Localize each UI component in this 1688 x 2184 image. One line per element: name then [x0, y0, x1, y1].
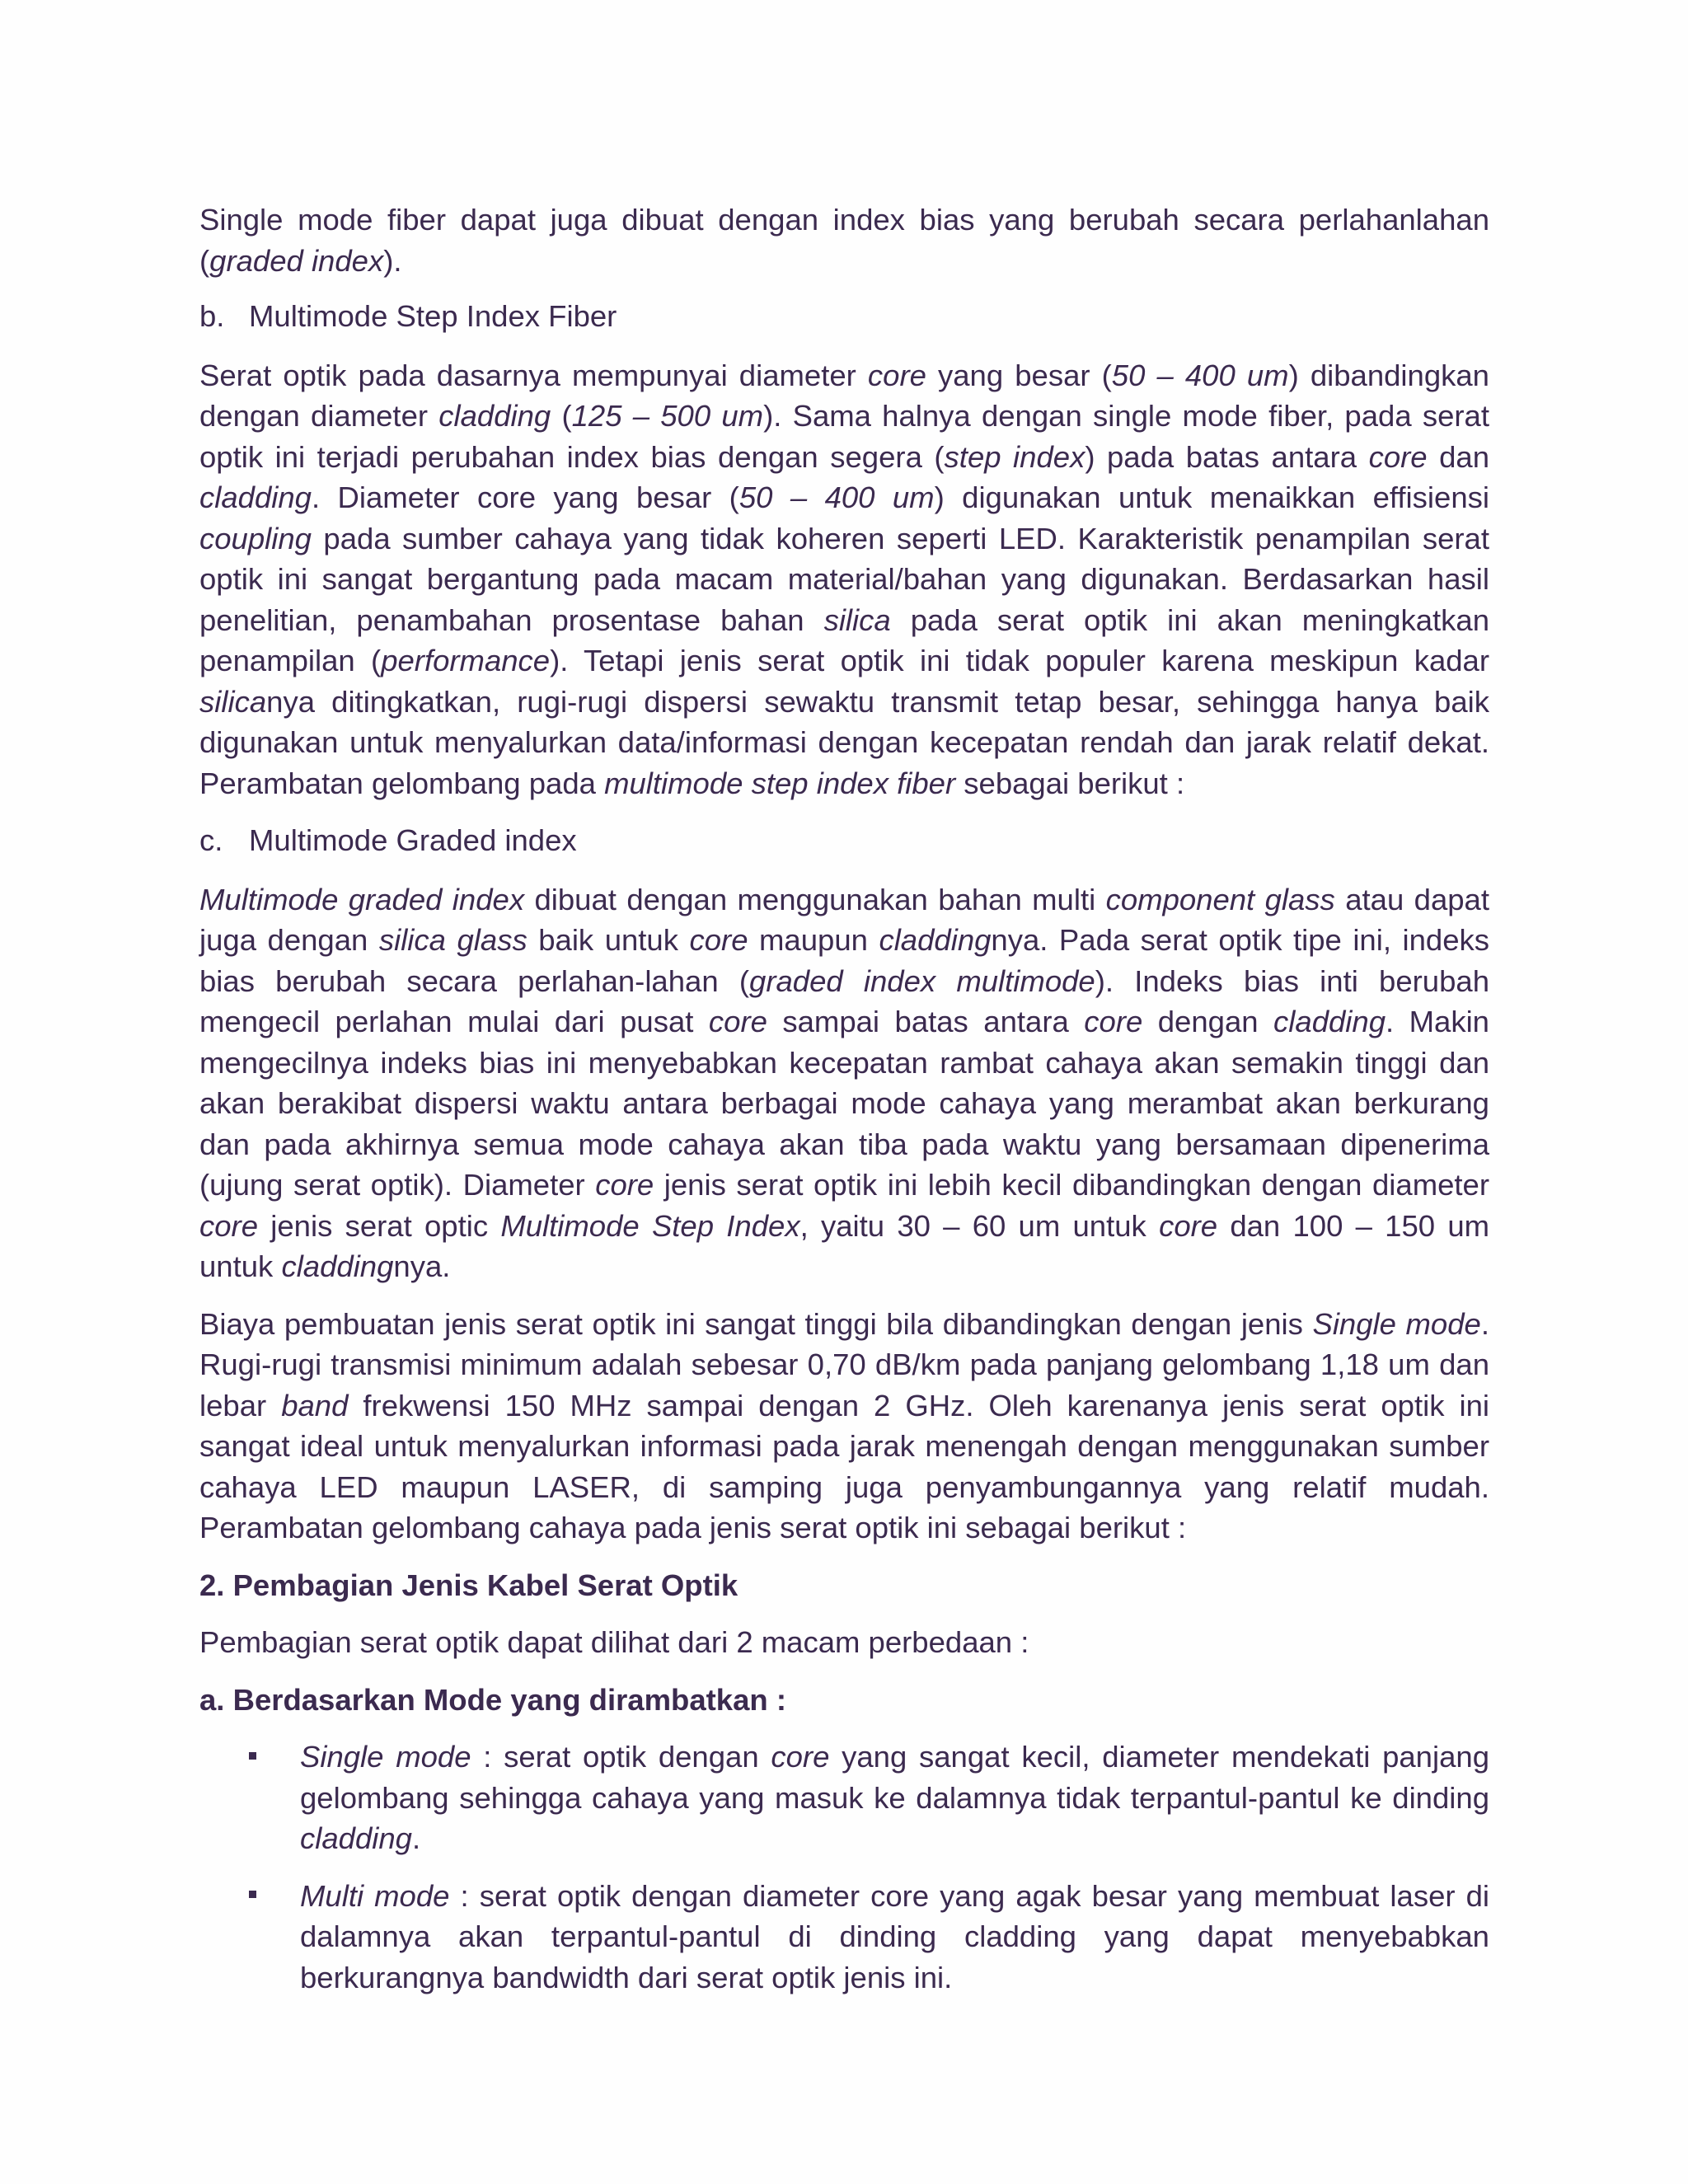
text-run: jenis serat optik ini lebih kecil dibandingkan dengan diameter: [654, 1168, 1489, 1202]
italic-term: graded index: [209, 243, 384, 278]
italic-term: core: [595, 1168, 654, 1202]
text-run: ).: [383, 243, 402, 278]
section-c-heading: [199, 820, 1489, 861]
text-run: frekwensi 150 MHz sampai dengan 2 GHz. Oleh karenanya jenis serat optik ini sangat ideal untuk menyalurkan informasi pada jarak menengah dengan menggunakan sumber cahaya LED maupun LASER, di samping juga penyambungannya yang relatif mudah. Perambatan gelombang cahaya pada jenis serat optik ini sebagai berikut :: [199, 1388, 1489, 1544]
text-run: jenis serat optic: [258, 1208, 501, 1243]
italic-term: cladding: [438, 399, 551, 433]
text-run: : serat optik dengan: [471, 1740, 771, 1774]
italic-term: graded index multimode: [749, 963, 1095, 998]
italic-term: cladding: [281, 1249, 394, 1283]
list-marker: b.: [199, 299, 225, 333]
list-item-multi-mode: [199, 1876, 1489, 1999]
text-run: dan 100 – 150 um untuk: [199, 1208, 1490, 1283]
mode-bullet-list: [199, 1736, 1489, 1998]
italic-term: core: [1159, 1208, 1218, 1243]
text-run: ). Tetapi jenis serat optik ini tidak populer karena meskipun kadar: [550, 644, 1489, 677]
text-run: nya. Pada serat optik tipe ini, indeks bias berubah secara perlahan-lahan (: [199, 923, 1490, 998]
text-run: : serat optik dengan diameter core yang agak besar yang membuat laser di dalamnya akan terpantul-pantul di dinding cladding yang dapat menyebabkan berkurangnya bandwidth dari serat optik jenis ini.: [300, 1878, 1489, 1994]
paragraph-cost: [199, 1304, 1489, 1549]
text-run: ). Sama halnya dengan single mode fiber, pada serat optik ini terjadi perubahan index bias dengan segera (: [199, 399, 1489, 474]
italic-term: 50 – 400 um: [1111, 358, 1289, 392]
italic-term: silica glass: [378, 923, 528, 957]
list-item-single-mode: [199, 1736, 1489, 1859]
italic-term: core: [771, 1740, 830, 1774]
italic-term: performance: [381, 644, 551, 677]
italic-term: core: [1084, 1005, 1143, 1038]
italic-term: core: [1368, 439, 1428, 474]
text-run: atau dapat juga dengan: [199, 882, 1489, 957]
heading-mode: a. Berdasarkan Mode yang dirambatkan :: [199, 1682, 786, 1717]
text-run: dan: [1427, 439, 1490, 474]
italic-term: 125 – 500 um: [571, 399, 764, 433]
text-run: ) dibandingkan dengan diameter: [199, 358, 1489, 433]
text-run: ) pada batas antara: [1085, 439, 1369, 474]
bullet-icon: [199, 1736, 300, 1859]
italic-term: Single mode: [300, 1740, 471, 1774]
italic-term: cladding: [1273, 1005, 1386, 1038]
text-run: pada sumber cahaya yang tidak koheren seperti LED. Karakteristik penampilan serat optik ini sangat bergantung pada macam material/bahan yang digunakan. Berdasarkan hasil penelitian, penambahan prosentase bahan: [199, 521, 1489, 637]
italic-term: cladding: [300, 1821, 412, 1855]
italic-term: silica: [823, 602, 891, 637]
section-title: Multimode Step Index Fiber: [249, 299, 617, 333]
document-page: [199, 199, 1489, 2014]
italic-term: step index: [944, 439, 1085, 474]
heading-jenis-kabel: 2. Pembagian Jenis Kabel Serat Optik: [199, 1568, 738, 1602]
italic-term: Multi mode: [300, 1878, 450, 1913]
italic-term: 50 – 400 um: [738, 480, 935, 514]
text-run: . Rugi-rugi transmisi minimum adalah sebesar 0,70 dB/km pada panjang gelombang 1,18 um dan lebar: [199, 1306, 1489, 1422]
text-run: . Diameter core yang besar (: [311, 480, 739, 514]
bullet-icon: [199, 1876, 300, 1999]
text-run: .: [411, 1821, 421, 1855]
text-run: Biaya pembuatan jenis serat optik ini sangat tinggi bila dibandingkan dengan jenis: [199, 1306, 1313, 1341]
italic-term: core: [867, 358, 926, 392]
italic-term: component glass: [1105, 882, 1335, 916]
section-b-heading: [199, 296, 1489, 337]
text-run: pada serat optik ini akan meningkatkan penampilan (: [199, 602, 1489, 677]
italic-term: Single mode: [1312, 1306, 1481, 1341]
italic-term: cladding: [199, 480, 312, 514]
section-title: Multimode Graded index: [249, 823, 577, 857]
italic-term: core: [689, 923, 748, 957]
text-run: Single mode fiber dapat juga dibuat dengan index bias yang berubah secara perlahanlahan (: [199, 203, 1489, 278]
bullet-text: [300, 1736, 1489, 1859]
list-marker: c.: [199, 823, 223, 857]
text-run: nya.: [393, 1249, 451, 1283]
intro-paragraph: [199, 199, 1489, 281]
paragraph-division: Pembagian serat optik dapat dilihat dari 2 macam perbedaan :: [199, 1625, 1029, 1659]
text-run: sampai batas antara: [767, 1005, 1085, 1038]
text-run: maupun: [748, 923, 879, 957]
italic-term: silica: [199, 684, 267, 719]
text-run: yang besar (: [926, 358, 1112, 392]
italic-term: cladding: [879, 923, 992, 957]
text-run: baik untuk: [527, 923, 690, 957]
text-run: yang sangat kecil, diameter mendekati panjang gelombang sehingga cahaya yang masuk ke dalamnya tidak terpantul-pantul ke dinding: [300, 1740, 1489, 1815]
italic-term: multimode step index fiber: [604, 766, 956, 800]
italic-term: band: [281, 1388, 349, 1422]
text-run: dengan: [1142, 1005, 1274, 1038]
text-run: (: [551, 399, 572, 433]
text-run: ) digunakan untuk menaikkan effisiensi: [934, 480, 1489, 514]
italic-term: Multimode graded index: [199, 882, 525, 916]
italic-term: Multimode Step Index: [500, 1208, 800, 1243]
text-run: sebagai berikut :: [955, 766, 1185, 800]
paragraph-step-index: [199, 355, 1489, 804]
text-run: nya ditingkatkan, rugi-rugi dispersi sewaktu transmit tetap besar, sehingga hanya baik digunakan untuk menyalurkan data/informasi dengan kecepatan rendah dan jarak relatif dekat. Perambatan gelombang pada: [199, 684, 1489, 800]
italic-term: core: [199, 1208, 259, 1243]
text-run: Serat optik pada dasarnya mempunyai diameter: [199, 358, 868, 392]
text-run: . Makin mengecilnya indeks bias ini menyebabkan kecepatan rambat cahaya akan semakin tinggi dan akan berakibat dispersi waktu antara berbagai mode cahaya yang merambat akan berkurang dan pada akhirnya semua mode cahaya akan tiba pada waktu yang bersamaan dipenerima (ujung serat optik). Diameter: [199, 1005, 1489, 1202]
bullet-text: [300, 1876, 1489, 1999]
italic-term: core: [708, 1005, 767, 1038]
paragraph-graded-index: [199, 879, 1489, 1287]
text-run: ). Indeks bias inti berubah mengecil perlahan mulai dari pusat: [199, 963, 1490, 1038]
text-run: dibuat dengan menggunakan bahan multi: [524, 882, 1106, 916]
text-run: , yaitu 30 – 60 um untuk: [799, 1208, 1160, 1243]
italic-term: coupling: [199, 521, 312, 555]
